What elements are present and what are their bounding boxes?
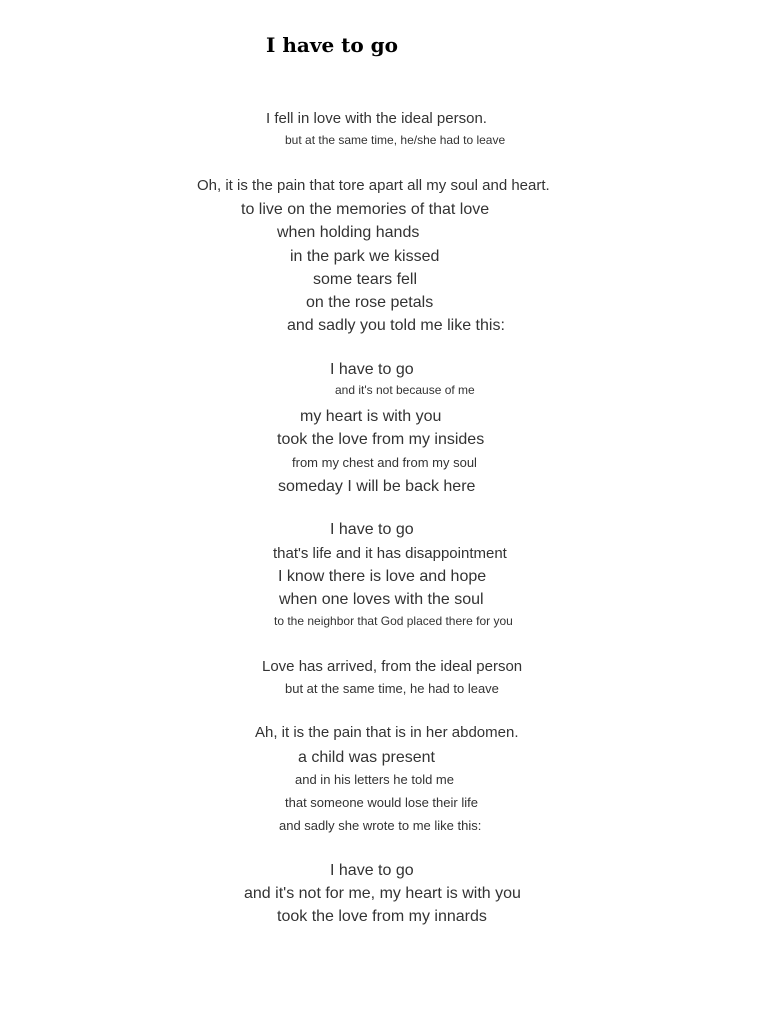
poem-line: Oh, it is the pain that tore apart all my soul and heart. bbox=[197, 177, 550, 194]
poem-line: that's life and it has disappointment bbox=[273, 545, 507, 562]
poem-line: some tears fell bbox=[313, 271, 418, 288]
poem-line: and it's not for me, my heart is with you bbox=[244, 885, 521, 902]
poem-line: to the neighbor that God placed there for you bbox=[274, 614, 513, 628]
poem-line: my heart is with you bbox=[300, 408, 442, 425]
poem-line: I fell in love with the ideal person. bbox=[266, 110, 487, 127]
poem-line: and sadly you told me like this: bbox=[287, 317, 505, 334]
poem-line: and it's not because of me bbox=[335, 383, 475, 397]
poem-line: when holding hands bbox=[277, 224, 420, 241]
poem-line: and sadly she wrote to me like this: bbox=[279, 818, 482, 833]
poem-line: someday I will be back here bbox=[278, 478, 476, 495]
poem-line: I have to go bbox=[330, 862, 414, 879]
poem-title: I have to go bbox=[266, 33, 398, 57]
poem-line: but at the same time, he/she had to leave bbox=[285, 133, 506, 147]
poem-line: to live on the memories of that love bbox=[241, 201, 490, 218]
poem-line: a child was present bbox=[298, 749, 435, 766]
poem-line: took the love from my insides bbox=[277, 431, 485, 448]
poem-line: I have to go bbox=[330, 521, 414, 538]
poem-line: that someone would lose their life bbox=[285, 795, 478, 810]
poem-line: when one loves with the soul bbox=[279, 591, 484, 608]
poem-line: and in his letters he told me bbox=[295, 772, 454, 787]
poem-line: from my chest and from my soul bbox=[292, 455, 477, 470]
poem-line: I have to go bbox=[330, 361, 414, 378]
poem-line: but at the same time, he had to leave bbox=[285, 681, 499, 696]
poem-line: took the love from my innards bbox=[277, 908, 487, 925]
poem-line: I know there is love and hope bbox=[278, 568, 487, 585]
poem-line: Ah, it is the pain that is in her abdomen. bbox=[255, 724, 519, 741]
poem-line: on the rose petals bbox=[306, 294, 434, 311]
poem-line: Love has arrived, from the ideal person bbox=[262, 658, 523, 675]
poem-line: in the park we kissed bbox=[290, 248, 440, 265]
